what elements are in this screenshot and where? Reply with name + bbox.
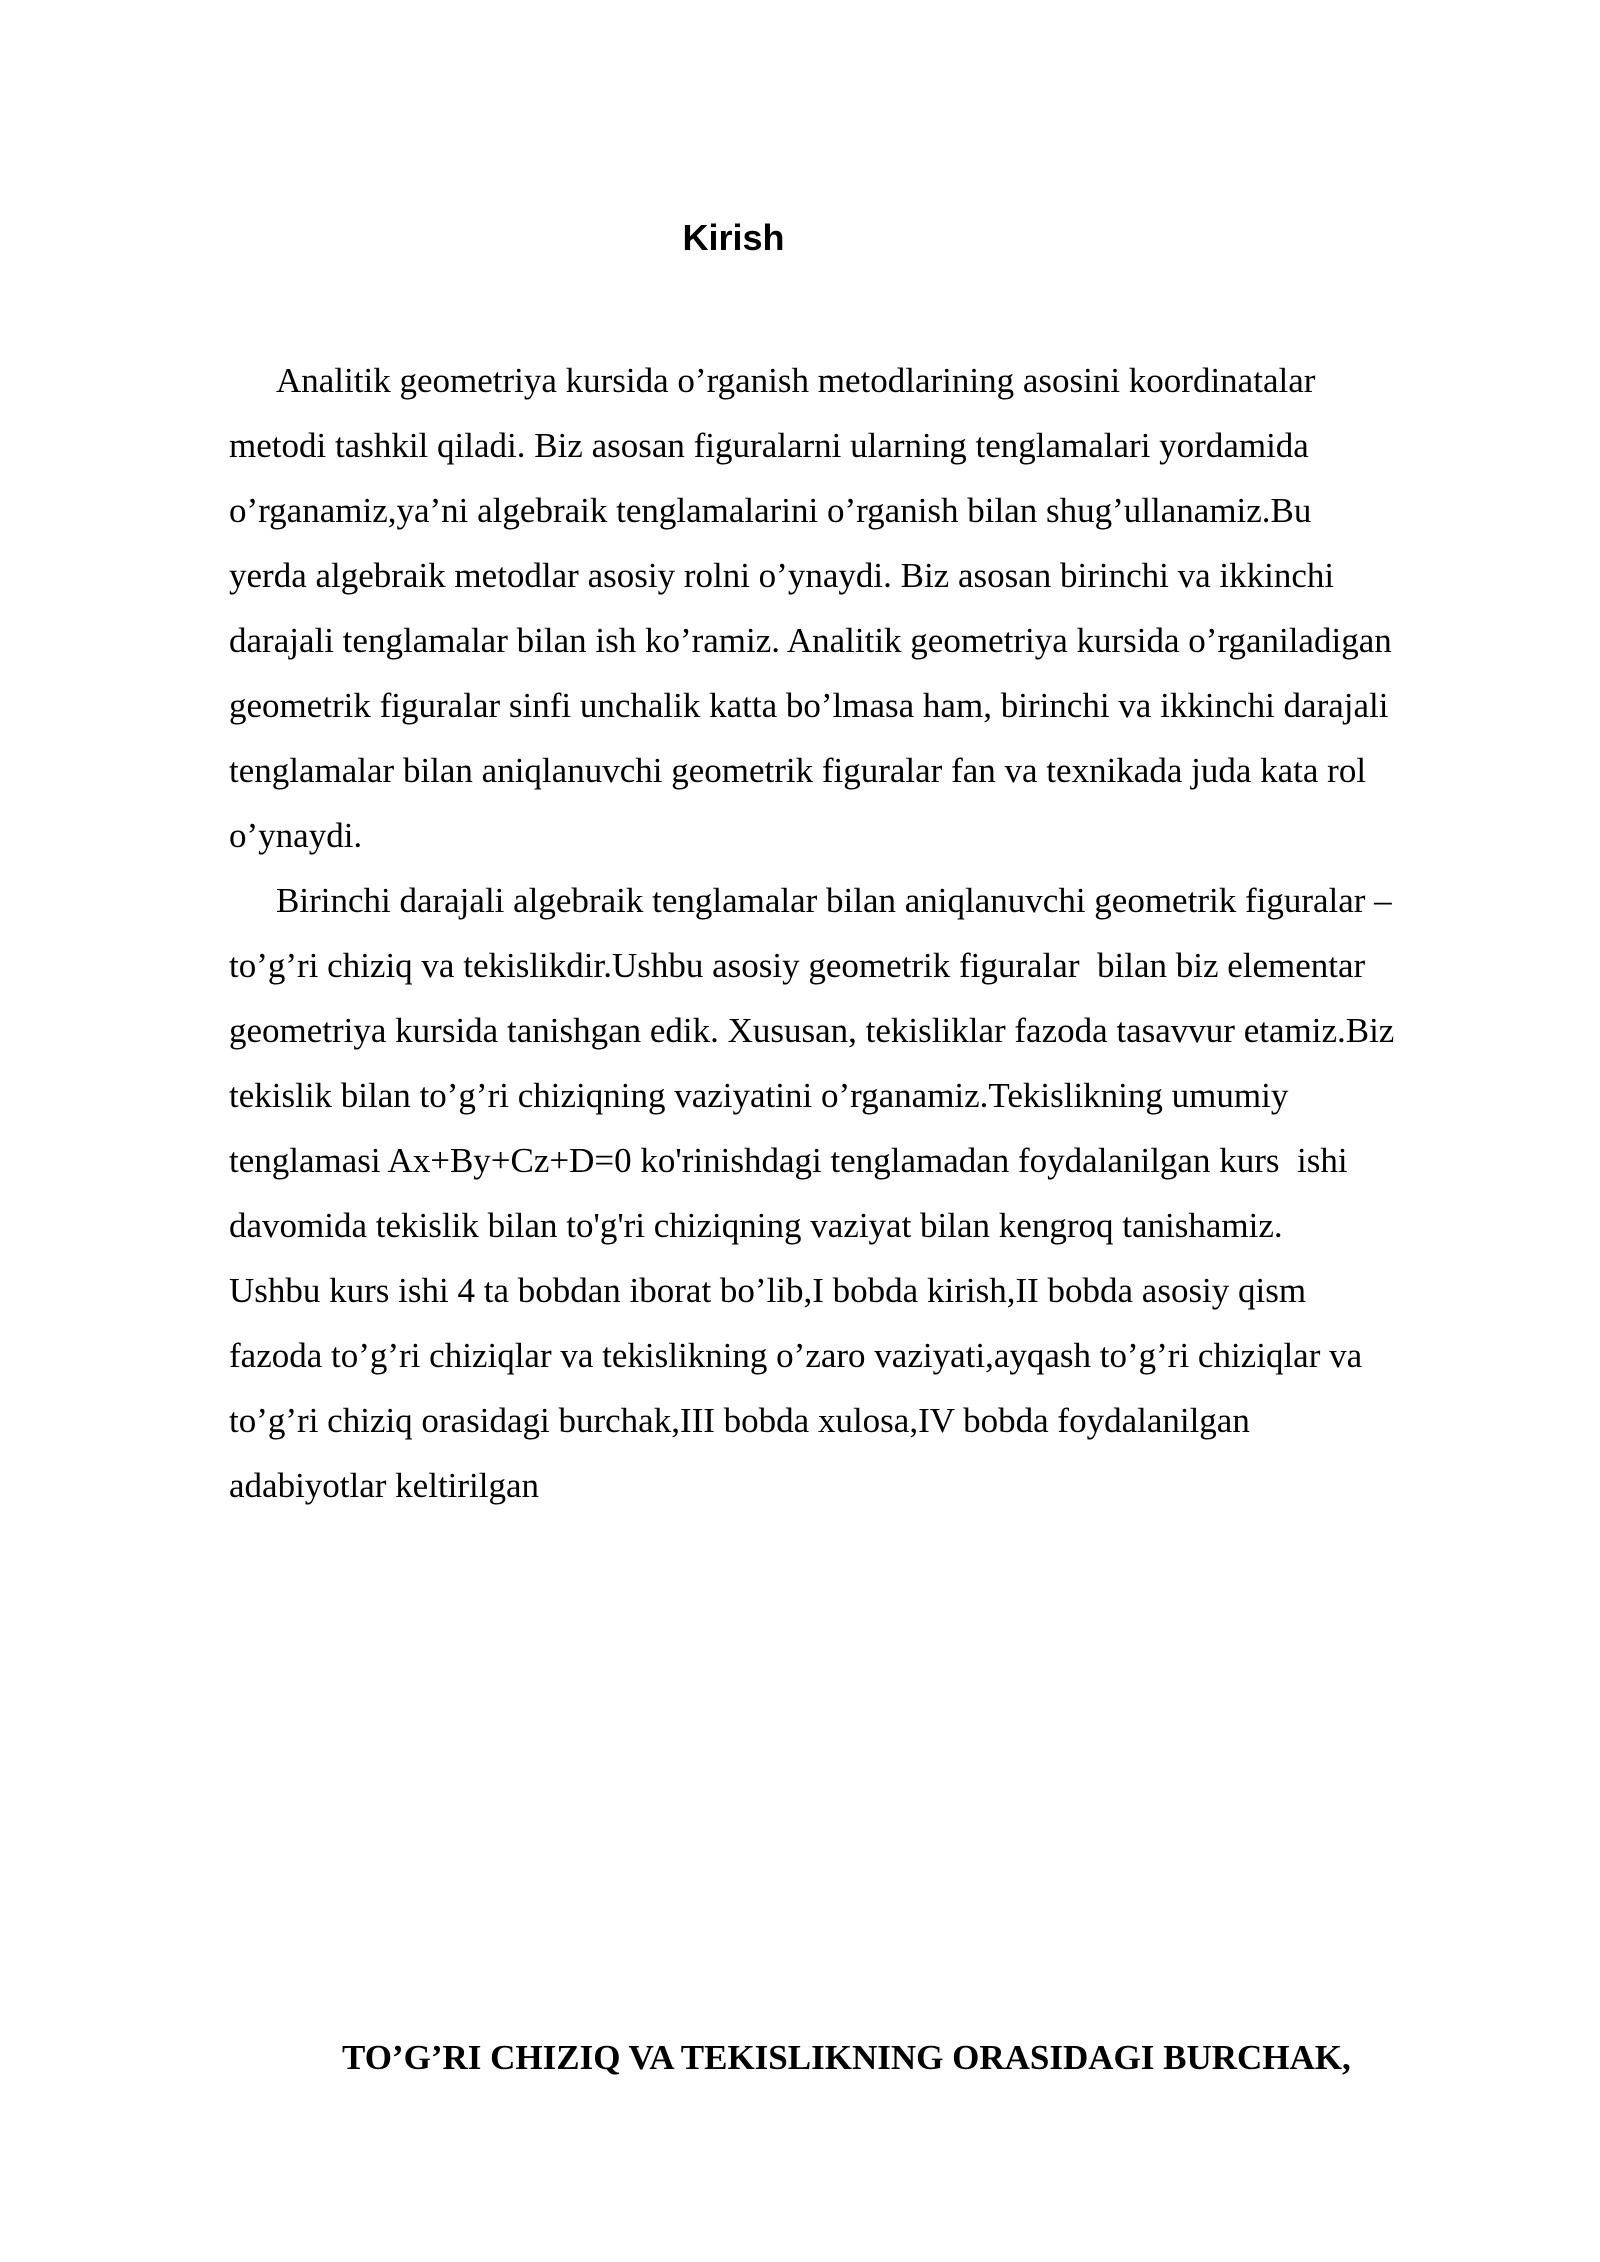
- paragraph-line: tenglamalar bilan aniqlanuvchi geometrik figuralar fan va texnikada juda kata rol: [229, 751, 1367, 790]
- paragraph-line: davomida tekislik bilan to'g'ri chiziqning vaziyat bilan kengroq tanishamiz.: [229, 1206, 1283, 1245]
- paragraph-line: metodi tashkil qiladi. Biz asosan figuralarni ularning tenglamalari yordamida: [229, 426, 1309, 465]
- paragraph-line: to’g’ri chiziq va tekislikdir.Ushbu asosiy geometrik figuralar bilan biz elementar: [229, 946, 1366, 985]
- paragraph-line: adabiyotlar keltirilgan: [229, 1466, 540, 1505]
- paragraph-line: Birinchi darajali algebraik tenglamalar bilan aniqlanuvchi geometrik figuralar –: [276, 881, 1392, 920]
- paragraph-line: Ushbu kurs ishi 4 ta bobdan iborat bo’lib,I bobda kirish,II bobda asosiy qism: [229, 1271, 1307, 1310]
- page-title: Kirish: [682, 217, 785, 258]
- paragraph-line: fazoda to’g’ri chiziqlar va tekislikning o’zaro vaziyati,ayqash to’g’ri chiziqlar va: [229, 1336, 1363, 1375]
- paragraph-line: yerda algebraik metodlar asosiy rolni o’ynaydi. Biz asosan birinchi va ikkinchi: [229, 556, 1335, 595]
- paragraph-line: tekislik bilan to’g’ri chiziqning vaziyatini o’rganamiz.Tekislikning umumiy: [229, 1076, 1289, 1115]
- section-heading: TO’G’RI CHIZIQ VA TEKISLIKNING ORASIDAGI BURCHAK,: [342, 2038, 1351, 2077]
- paragraph-line: geometriya kursida tanishgan edik. Xususan, tekisliklar fazoda tasavvur etamiz.Biz: [229, 1011, 1395, 1050]
- paragraph-line: Analitik geometriya kursida o’rganish metodlarining asosini koordinatalar: [276, 361, 1316, 400]
- paragraph-line: tenglamasi Ax+By+Cz+D=0 ko'rinishdagi tenglamadan foydalanilgan kurs ishi: [229, 1141, 1348, 1180]
- paragraph-line: to’g’ri chiziq orasidagi burchak,III bobda xulosa,IV bobda foydalanilgan: [229, 1401, 1250, 1440]
- paragraph-line: o’ynaydi.: [229, 816, 363, 855]
- paragraph-line: o’rganamiz,ya’ni algebraik tenglamalarini o’rganish bilan shug’ullanamiz.Bu: [229, 491, 1312, 530]
- paragraph-line: darajali tenglamalar bilan ish ko’ramiz. Analitik geometriya kursida o’rganiladigan: [229, 621, 1392, 660]
- paragraph-line: geometrik figuralar sinfi unchalik katta bo’lmasa ham, birinchi va ikkinchi darajali: [229, 686, 1389, 725]
- body-text: [229, 348, 1489, 1518]
